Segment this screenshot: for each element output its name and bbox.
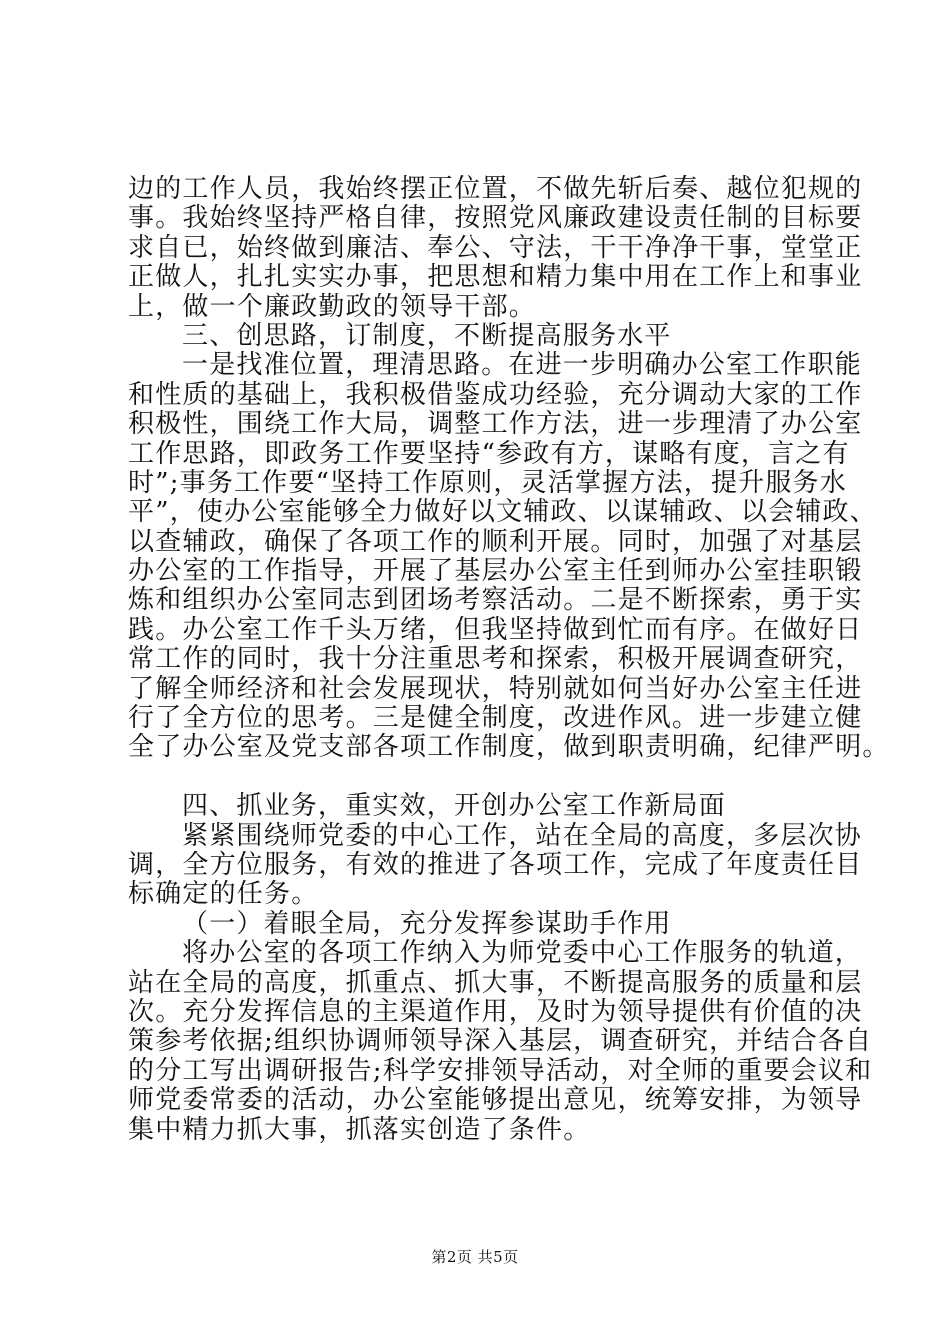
text-line: 四、抓业务，重实效，开创办公室工作新局面 <box>182 791 727 822</box>
text-line: 次。充分发挥信息的主渠道作用，及时为领导提供有价值的决 <box>128 996 863 1027</box>
text-line: 事。我始终坚持严格自律，按照党风廉政建设责任制的目标要 <box>128 203 863 234</box>
text-line: 积极性，围绕工作大局，调整工作方法，进一步理清了办公室 <box>128 409 863 440</box>
text-line: 边的工作人员，我始终摆正位置，不做先斩后奏、越位犯规的 <box>128 174 863 204</box>
text-line: 践。办公室工作千头万绪，但我坚持做到忙而有序。在做好日 <box>128 614 863 645</box>
text-line: 工作思路，即政务工作要坚持“参政有方，谋略有度，言之有 <box>128 438 850 469</box>
text-line: 师党委常委的活动，办公室能够提出意见，统筹安排，为领导 <box>128 1085 863 1116</box>
text-line: 全了办公室及党支部各项工作制度，做到职责明确，纪律严明。 <box>128 732 890 763</box>
text-line: 和性质的基础上，我积极借鉴成功经验，充分调动大家的工作 <box>128 379 863 410</box>
text-line: 站在全局的高度，抓重点、抓大事，不断提高服务的质量和层 <box>128 967 863 998</box>
text-line: 紧紧围绕师党委的中心工作，站在全局的高度，多层次协 <box>182 820 863 851</box>
text-line: 集中精力抓大事，抓落实创造了条件。 <box>128 1114 591 1145</box>
text-line: 时”;事务工作要“坚持工作原则，灵活掌握方法，提升服务水 <box>128 467 847 498</box>
text-line: 上，做一个廉政勤政的领导干部。 <box>128 291 537 322</box>
text-line: 三、创思路，订制度，不断提高服务水平 <box>182 320 672 351</box>
body-text <box>128 174 890 1145</box>
text-line: 平”，使办公室能够全力做好以文辅政、以谋辅政、以会辅政、 <box>128 497 877 528</box>
text-line: 将办公室的各项工作纳入为师党委中心工作服务的轨道， <box>182 938 863 969</box>
page-number-footer: 第2页 共5页 <box>431 1248 519 1266</box>
text-line: （一）着眼全局，充分发挥参谋助手作用 <box>182 908 672 939</box>
blank-line <box>128 763 828 792</box>
text-line: 正做人，扎扎实实办事，把思想和精力集中用在工作上和事业 <box>128 262 863 293</box>
text-line: 的分工写出调研报告;科学安排领导活动，对全师的重要会议和 <box>128 1055 873 1086</box>
text-line: 求自已，始终做到廉洁、奉公、守法，干干净净干事，堂堂正 <box>128 232 863 263</box>
text-line: 一是找准位置，理清思路。在进一步明确办公室工作职能 <box>182 350 863 381</box>
text-line: 调，全方位服务，有效的推进了各项工作，完成了年度责任目 <box>128 849 863 880</box>
text-line: 办公室的工作指导，开展了基层办公室主任到师办公室挂职锻 <box>128 556 863 587</box>
text-line: 策参考依据;组织协调师领导深入基层，调查研究，并结合各自 <box>128 1026 873 1057</box>
text-line: 了解全师经济和社会发展现状，特别就如何当好办公室主任进 <box>128 673 863 704</box>
text-line: 以查辅政，确保了各项工作的顺利开展。同时，加强了对基层 <box>128 526 863 557</box>
text-line: 常工作的同时，我十分注重思考和探索，积极开展调查研究， <box>128 644 863 675</box>
text-line: 行了全方位的思考。三是健全制度，改进作风。进一步建立健 <box>128 703 863 734</box>
text-line: 炼和组织办公室同志到团场考察活动。二是不断探索，勇于实 <box>128 585 863 616</box>
text-line: 标确定的任务。 <box>128 879 319 910</box>
